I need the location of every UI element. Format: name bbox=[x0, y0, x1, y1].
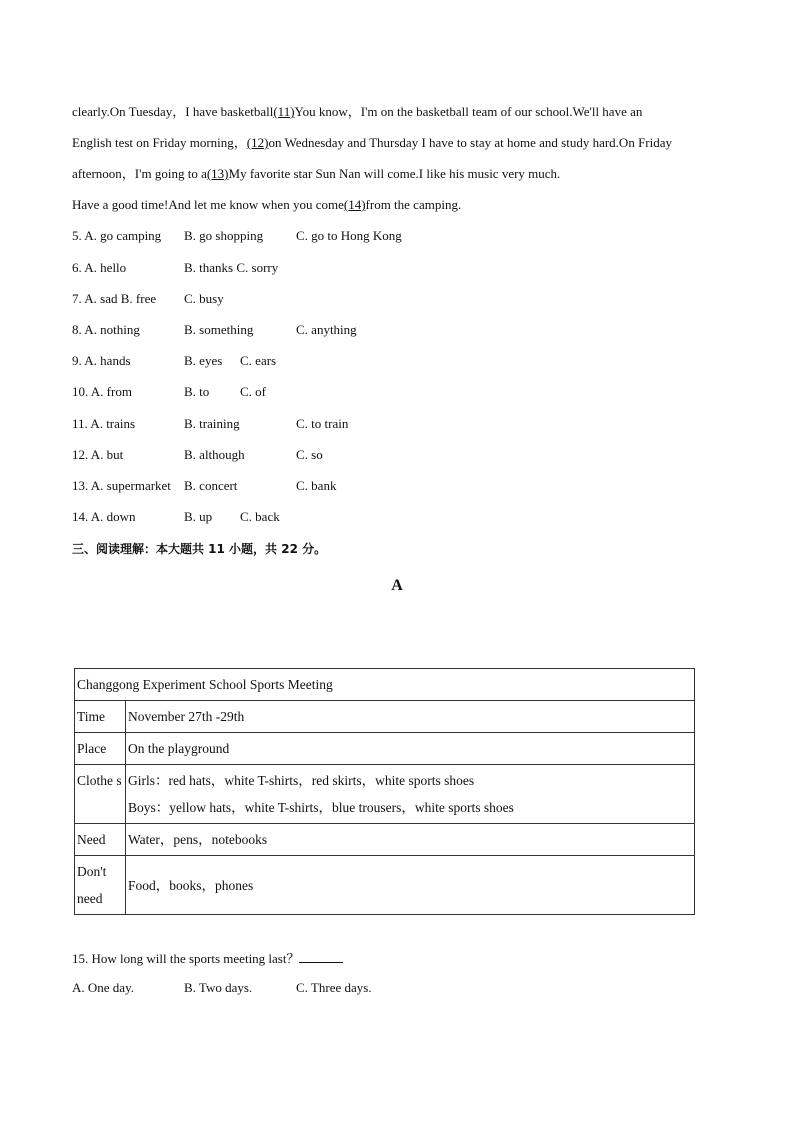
text: English test on Friday morning， bbox=[72, 135, 247, 150]
text: afternoon，I'm going to a bbox=[72, 166, 207, 181]
question-13-c: C. bank bbox=[296, 478, 337, 493]
question-9-a: 9. A. hands bbox=[72, 353, 131, 368]
question-15-c: C. Three days. bbox=[296, 980, 372, 995]
question-5-b: B. go shopping bbox=[184, 228, 264, 243]
question-14-a: 14. A. down bbox=[72, 509, 136, 524]
question-11-a: 11. A. trains bbox=[72, 416, 136, 431]
row-value-clothes bbox=[126, 765, 695, 824]
text: Have a good time!And let me know when you come bbox=[72, 197, 344, 212]
question-8-a: 8. A. nothing bbox=[72, 322, 140, 337]
question-13-a: 13. A. supermarket bbox=[72, 478, 171, 493]
clothes-girls: Girls：red hats，white T-shirts，red skirts，white sports shoes bbox=[128, 773, 475, 788]
sports-meeting-table bbox=[74, 668, 695, 915]
row-key-need: Need bbox=[75, 824, 126, 856]
question-15-text: 15. How long will the sports meeting last？ bbox=[72, 951, 300, 966]
question-10-b: B. to bbox=[184, 384, 210, 399]
question-8-c: C. anything bbox=[296, 322, 357, 337]
question-6-a: 6. A. hello bbox=[72, 260, 127, 275]
table-row bbox=[75, 669, 695, 701]
question-7-b: C. busy bbox=[184, 291, 224, 306]
passage-line-4 bbox=[72, 197, 461, 213]
answer-blank[interactable] bbox=[299, 950, 343, 963]
question-8-b: B. something bbox=[184, 322, 254, 337]
question-10-a: 10. A. from bbox=[72, 384, 132, 399]
question-9-b: B. eyes bbox=[184, 353, 223, 368]
question-9-c: C. ears bbox=[240, 353, 277, 368]
question-15 bbox=[72, 948, 343, 967]
question-14-b: B. up bbox=[184, 509, 213, 524]
blank-12: (12) bbox=[246, 135, 269, 150]
question-5-c: C. go to Hong Kong bbox=[296, 228, 402, 243]
question-6-b: B. thanks C. sorry bbox=[184, 260, 279, 275]
row-value-need: Water，pens，notebooks bbox=[126, 824, 695, 856]
question-12-c: C. so bbox=[296, 447, 323, 462]
question-15-b: B. Two days. bbox=[184, 980, 253, 995]
text: You know，I'm on the basketball team of our school.We'll have an bbox=[294, 104, 643, 119]
row-key-clothes: Clothe s bbox=[75, 765, 126, 824]
row-key-place: Place bbox=[75, 733, 126, 765]
table-row bbox=[75, 733, 695, 765]
row-value-place: On the playground bbox=[126, 733, 695, 765]
part-heading: A bbox=[391, 577, 403, 594]
blank-13: (13) bbox=[206, 166, 229, 181]
row-value-time: November 27th -29th bbox=[126, 701, 695, 733]
question-15-a: A. One day. bbox=[72, 980, 134, 995]
section-title: 三、阅读理解：本大题共 11 小题，共 22 分。 bbox=[72, 542, 327, 556]
text: from the camping. bbox=[365, 197, 462, 212]
passage-line-1 bbox=[72, 104, 642, 120]
text: My favorite star Sun Nan will come.I like his music very much. bbox=[228, 166, 561, 181]
question-14-c: C. back bbox=[240, 509, 280, 524]
table-row bbox=[75, 856, 695, 915]
blank-11: (11) bbox=[273, 104, 295, 119]
question-12-a: 12. A. but bbox=[72, 447, 124, 462]
question-13-b: B. concert bbox=[184, 478, 238, 493]
row-key-dont-need: Don't need bbox=[75, 856, 126, 915]
table-title: Changgong Experiment School Sports Meeting bbox=[75, 669, 695, 701]
passage-line-3 bbox=[72, 166, 560, 182]
clothes-boys: Boys：yellow hats，white T-shirts，blue trousers，white sports shoes bbox=[128, 800, 514, 815]
passage-line-2 bbox=[72, 135, 672, 151]
question-5-a: 5. A. go camping bbox=[72, 228, 162, 243]
question-10-c: C. of bbox=[240, 384, 266, 399]
blank-14: (14) bbox=[343, 197, 366, 212]
text: on Wednesday and Thursday I have to stay at home and study hard.On Friday bbox=[268, 135, 673, 150]
row-key-time: Time bbox=[75, 701, 126, 733]
row-value-dont-need: Food，books，phones bbox=[126, 856, 695, 915]
table-row bbox=[75, 824, 695, 856]
question-7-a: 7. A. sad B. free bbox=[72, 291, 157, 306]
table-row bbox=[75, 765, 695, 824]
question-12-b: B. although bbox=[184, 447, 245, 462]
table-row bbox=[75, 701, 695, 733]
text: clearly.On Tuesday，I have basketball bbox=[72, 104, 274, 119]
question-11-b: B. training bbox=[184, 416, 240, 431]
question-11-c: C. to train bbox=[296, 416, 349, 431]
